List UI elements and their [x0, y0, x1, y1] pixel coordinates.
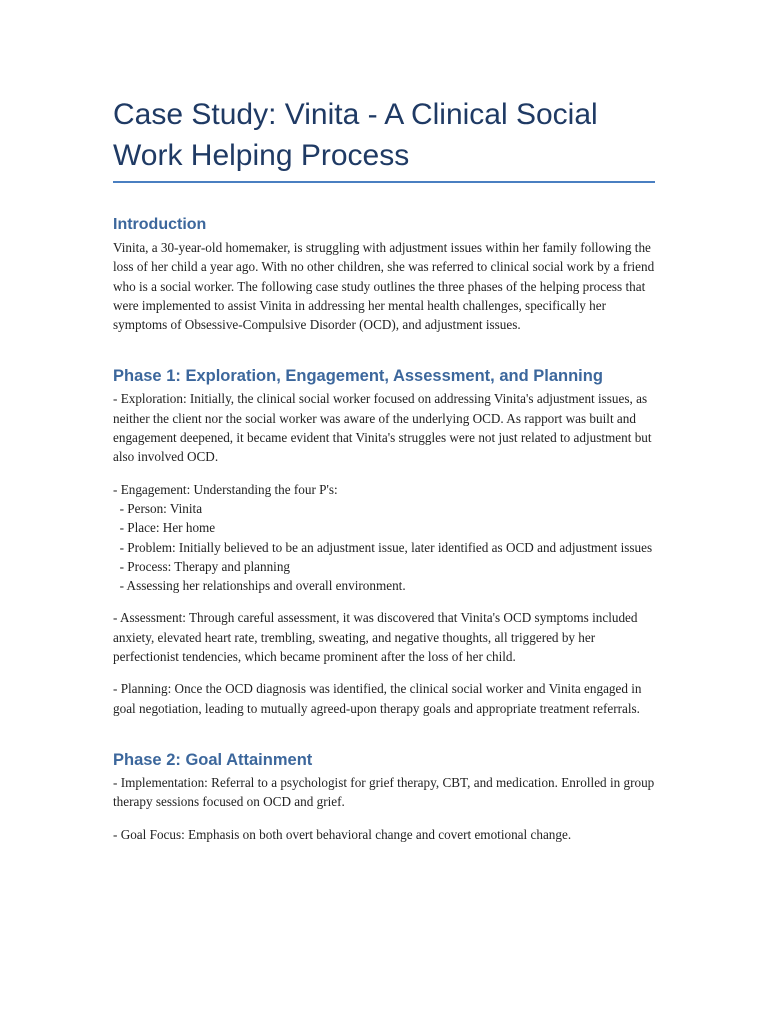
introduction-paragraph: Vinita, a 30-year-old homemaker, is struggling with adjustment issues within her family following the loss of her child a year ago. With no other children, she was referred to clinical social work by a friend who is a social worker. The following case study outlines the three phases of the helping process that were implemented to assist Vinita in addressing her mental health challenges, specifically her symptoms of Obsessive-Compulsive Disorder (OCD), and adjustment issues.: [113, 240, 658, 333]
title-line-2: Work Helping Process: [113, 139, 410, 172]
engagement-person: - Person: Vinita: [113, 500, 203, 516]
engagement-problem: - Problem: Initially believed to be an adjustment issue, later identified as OCD and adjustment issues: [113, 539, 653, 555]
engagement-process: - Process: Therapy and planning: [113, 558, 291, 574]
engagement-intro: - Engagement: Understanding the four P's:: [113, 481, 338, 497]
title-line-1: Case Study: Vinita - A Clinical Social: [113, 98, 598, 131]
introduction-heading: Introduction: [113, 216, 207, 233]
phase-2-heading: Phase 2: Goal Attainment: [113, 750, 313, 769]
engagement-block: [113, 480, 655, 596]
title-underline: [113, 181, 655, 183]
exploration-paragraph: - Exploration: Initially, the clinical social worker focused on addressing Vinita's adjustment issues, as neither the client nor the social worker was aware of the underlying OCD. As rapport was built and engagement deepened, it became evident that Vinita's struggles were not just related to adjustment but also involved OCD.: [113, 391, 655, 465]
assessment-paragraph: - Assessment: Through careful assessment, it was discovered that Vinita's OCD symptoms included anxiety, elevated heart rate, trembling, sweating, and negative thoughts, all triggered by her perfectionist tendencies, which became prominent after the loss of her child.: [113, 610, 641, 665]
engagement-assessing: - Assessing her relationships and overall environment.: [113, 578, 406, 594]
document-title: [113, 94, 655, 181]
document-page: [113, 94, 658, 844]
goal-focus-paragraph: - Goal Focus: Emphasis on both overt behavioral change and covert emotional change.: [113, 826, 572, 842]
engagement-place: - Place: Her home: [113, 520, 216, 536]
planning-paragraph: - Planning: Once the OCD diagnosis was identified, the clinical social worker and Vinita engaged in goal negotiation, leading to mutually agreed-upon therapy goals and appropriate treatment referrals.: [113, 681, 645, 716]
phase-1-heading: Phase 1: Exploration, Engagement, Assessment, and Planning: [113, 367, 603, 386]
implementation-paragraph: - Implementation: Referral to a psychologist for grief therapy, CBT, and medication. Enrolled in group therapy sessions focused on OCD and grief.: [113, 774, 658, 810]
